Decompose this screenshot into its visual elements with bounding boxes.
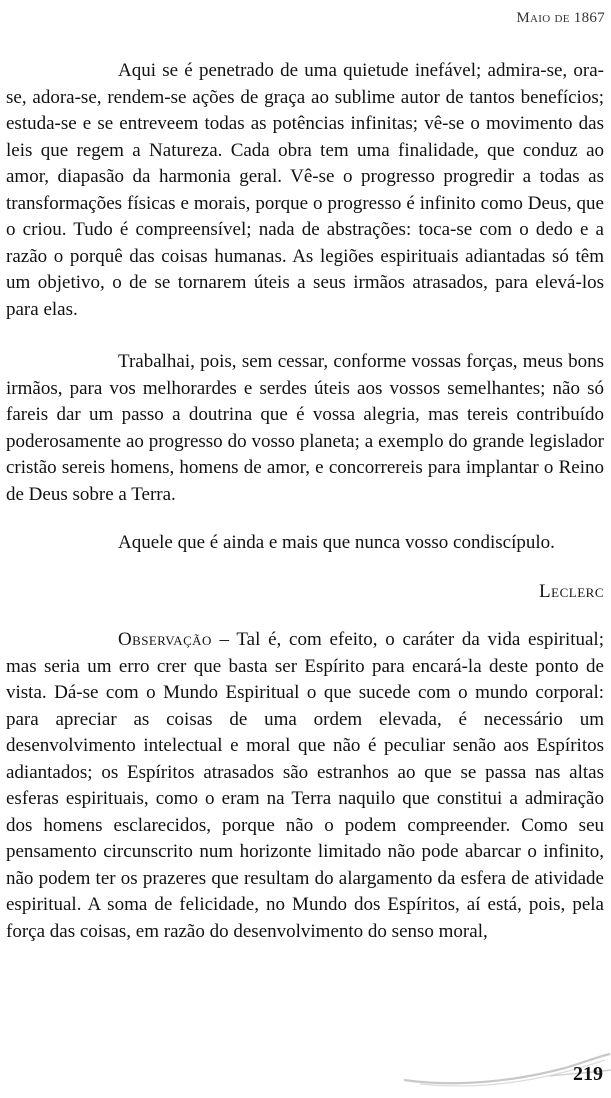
observation-paragraph <box>6 627 604 945</box>
closing-line: Aquele que é ainda e mais que nunca vosso condiscípulo. <box>118 532 555 553</box>
signature: Leclerc <box>539 580 604 602</box>
paragraph-1: Aqui se é penetrado de uma quietude inefável; admira-se, ora-se, adora-se, rendem-se ações de graça ao sublime autor de tantos benefícios; estuda-se e se entreveem todas as potências infinitas; vê-se o movimento das leis que regem a Natureza. Cada obra tem uma finalidade, que conduz ao amor, diapasão da harmonia geral. Vê-se o progresso progredir a todas as transformações físicas e morais, porque o progresso é infinito como Deus, que o criou. Tudo é compreensível; nada de abstrações: toca-se com o dedo e a razão o porquê das coisas humanas. As legiões espirituais adiantadas só têm um objetivo, o de se tornarem úteis a seus irmãos atrasados, para elevá-los para elas. <box>6 60 604 320</box>
paragraph-2: Trabalhai, pois, sem cessar, conforme vossas forças, meus bons irmãos, para vos melhorardes e serdes úteis aos vossos semelhantes; não só fareis dar um passo a doutrina que é vossa alegria, mas tereis contribuído poderosamente ao progresso do vosso planeta; a exemplo do grande legislador cristão sereis homens, homens de amor, e concorrereis para implantar o Reino de Deus sobre a Terra. <box>6 351 604 505</box>
page-body <box>6 58 604 945</box>
observation-label: Observação <box>118 629 212 650</box>
observation-text: – Tal é, com efeito, o caráter da vida espiritual; mas seria um erro crer que basta ser Espírito para encará-la deste ponto de vista. Dá-se com o Mundo Espiritual o que sucede com o mundo corporal: para apreciar as coisas de uma ordem elevada, é necessário um desenvolvimento intelectual e moral que não é peculiar senão aos Espíritos adiantados; os Espíritos atrasados são estranhos ao que se passa nas altas esferas espirituais, como o eram na Terra naquilo que constitui a admiração dos homens esclarecidos, porque não o podem compreender. Como seu pensamento circunscrito num horizonte limitado não pode abarcar o infinito, não podem ter os prazeres que resultam do alargamento da esfera de atividade espiritual. A soma de felicidade, no Mundo dos Espíritos, aí está, pois, pela força das coisas, em razão do desenvolvimento do senso moral, <box>6 629 604 942</box>
page-number: 219 <box>573 1063 603 1085</box>
running-header: Maio de 1867 <box>516 10 605 26</box>
